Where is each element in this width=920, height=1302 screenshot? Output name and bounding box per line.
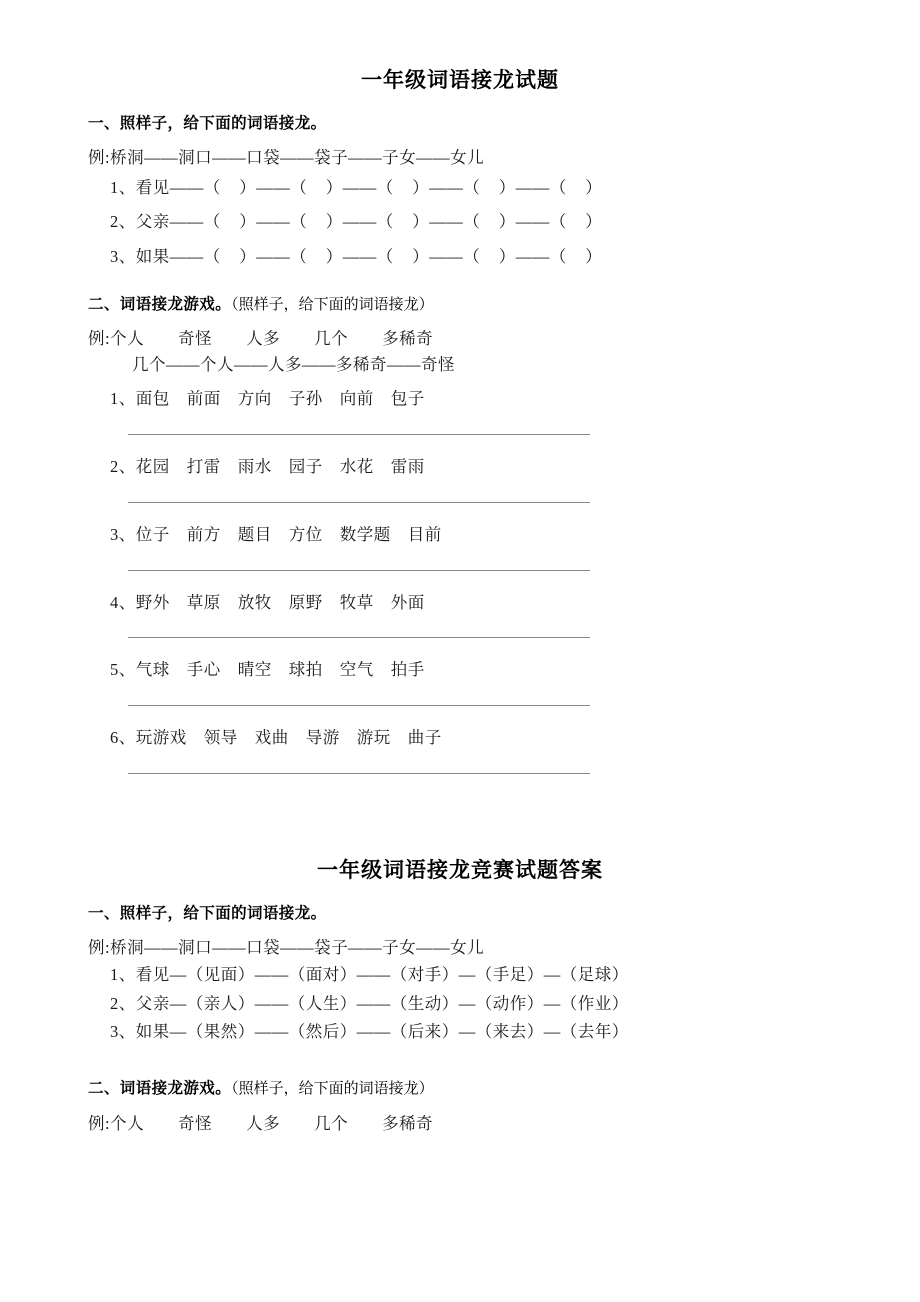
spacer	[88, 1047, 840, 1077]
answers-section2-heading-note: （照样子，给下面的词语接龙）	[231, 1081, 434, 1098]
spacer	[88, 884, 840, 902]
answers-section1-heading: 一、照样子，给下面的词语接龙。	[88, 904, 327, 922]
answer-line-3[interactable]	[128, 570, 590, 571]
spacer	[88, 925, 840, 935]
quiz-section1-heading: 一、照样子，给下面的词语接龙。	[88, 115, 327, 132]
quiz-section2-heading	[88, 293, 840, 317]
quiz-body	[0, 94, 920, 774]
page-title-quiz: 一年级词语接龙试题	[361, 69, 559, 92]
quiz-section2-heading-note: （照样子，给下面的词语接龙）	[231, 296, 434, 313]
answers-body	[0, 884, 920, 1137]
quiz-section2-item-3: 3、位子 前方 题目 方位 数学题 目前	[110, 524, 442, 544]
answers-section1-example: 例:桥洞——洞口——口袋——袋子——子女——女儿	[88, 938, 485, 958]
spacer	[88, 94, 840, 112]
quiz-section1-item-2[interactable]: 2、父亲——（ ）——（ ）——（ ）——（ ）——（ ）	[110, 212, 603, 232]
quiz-section1-item-3[interactable]: 3、如果——（ ）——（ ）——（ ）——（ ）——（ ）	[110, 247, 603, 267]
quiz-section2-item-1: 1、面包 前面 方向 子孙 向前 包子	[110, 389, 425, 409]
spacer	[88, 316, 840, 326]
quiz-section2-heading-bold: 二、词语接龙游戏。	[88, 295, 232, 313]
answers-section2-example-words: 例:个人 奇怪 人多 几个 多稀奇	[88, 1113, 434, 1133]
answer-line-6[interactable]	[128, 773, 590, 774]
answers-section2-heading-bold: 二、词语接龙游戏。	[88, 1080, 232, 1098]
answers-section1-item-1: 1、看见—（见面）——（面对）——（对手）—（手足）—（足球）	[110, 964, 629, 984]
spacer	[88, 135, 840, 145]
answers-section2-heading	[88, 1077, 840, 1101]
quiz-section2-item-6: 6、玩游戏 领导 戏曲 导游 游玩 曲子	[110, 728, 442, 748]
answer-line-4[interactable]	[128, 637, 590, 638]
answer-line-5[interactable]	[128, 705, 590, 706]
quiz-section2-item-5: 5、气球 手心 晴空 球拍 空气 拍手	[110, 660, 425, 680]
spacer	[88, 275, 840, 293]
answers-section1-item-2: 2、父亲—（亲人）——（人生）——（生动）—（动作）—（作业）	[110, 993, 629, 1013]
quiz-section2-item-2: 2、花园 打雷 雨水 园子 水花 雷雨	[110, 457, 425, 477]
page-title-answers: 一年级词语接龙竞赛试题答案	[317, 858, 603, 882]
quiz-section2-item-4: 4、野外 草原 放牧 原野 牧草 外面	[110, 592, 425, 612]
quiz-section2-example-words: 例:个人 奇怪 人多 几个 多稀奇	[88, 329, 434, 349]
spacer	[88, 377, 840, 387]
quiz-section1-example: 例:桥洞——洞口——口袋——袋子——子女——女儿	[88, 148, 485, 168]
answer-line-1[interactable]	[128, 434, 590, 435]
spacer	[88, 1101, 840, 1111]
quiz-section1-item-1[interactable]: 1、看见——（ ）——（ ）——（ ）——（ ）——（ ）	[110, 177, 603, 197]
answers-section1-item-3: 3、如果—（果然）——（然后）——（后来）—（来去）—（去年）	[110, 1022, 629, 1042]
quiz-section2-example-chain: 几个——个人——人多——多稀奇——奇怪	[132, 354, 455, 374]
answer-line-2[interactable]	[128, 502, 590, 503]
